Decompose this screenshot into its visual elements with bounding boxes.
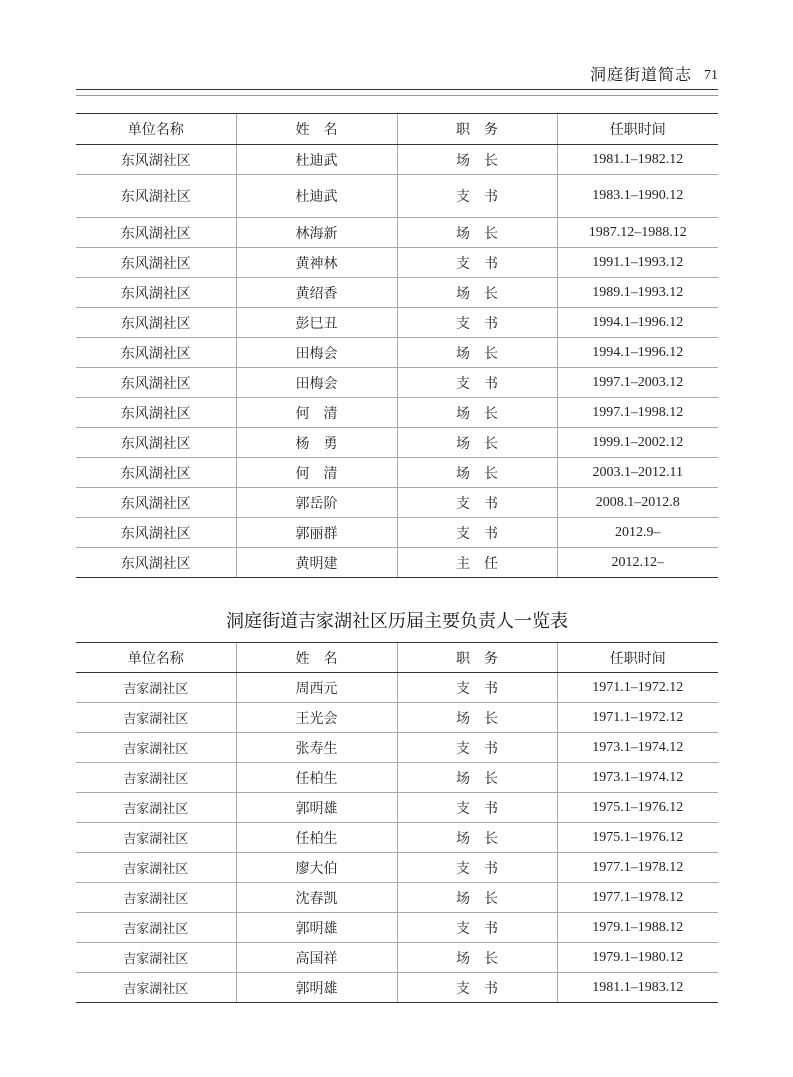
header-divider — [76, 95, 718, 96]
role-cell: 场 长 — [397, 943, 557, 973]
term-cell: 1971.1–1972.12 — [557, 673, 718, 703]
unit-cell: 吉家湖社区 — [76, 973, 236, 1003]
unit-cell: 吉家湖社区 — [76, 883, 236, 913]
column-header-term: 任职时间 — [557, 114, 718, 145]
name-cell: 林海新 — [236, 218, 397, 248]
term-cell: 1983.1–1990.12 — [557, 175, 718, 218]
name-cell: 杜迪武 — [236, 175, 397, 218]
role-cell: 场 长 — [397, 398, 557, 428]
table-row — [76, 338, 718, 368]
name-cell: 田梅会 — [236, 368, 397, 398]
table-row — [76, 175, 718, 218]
table-row — [76, 703, 718, 733]
column-header-unit: 单位名称 — [76, 643, 236, 673]
table-row — [76, 398, 718, 428]
column-header-role: 职 务 — [397, 114, 557, 145]
table-header-row — [76, 114, 718, 145]
column-header-unit: 单位名称 — [76, 114, 236, 145]
table-row — [76, 973, 718, 1003]
term-cell: 1994.1–1996.12 — [557, 338, 718, 368]
role-cell: 场 长 — [397, 145, 557, 175]
unit-cell: 东风湖社区 — [76, 308, 236, 338]
name-cell: 张寿生 — [236, 733, 397, 763]
role-cell: 支 书 — [397, 248, 557, 278]
unit-cell: 东风湖社区 — [76, 548, 236, 578]
unit-cell: 吉家湖社区 — [76, 943, 236, 973]
name-cell: 何 清 — [236, 398, 397, 428]
role-cell: 支 书 — [397, 913, 557, 943]
unit-cell: 东风湖社区 — [76, 488, 236, 518]
term-cell: 1994.1–1996.12 — [557, 308, 718, 338]
table-row — [76, 733, 718, 763]
unit-cell: 吉家湖社区 — [76, 793, 236, 823]
term-cell: 1997.1–2003.12 — [557, 368, 718, 398]
page-number: 71 — [704, 68, 718, 83]
unit-cell: 吉家湖社区 — [76, 853, 236, 883]
name-cell: 郭明雄 — [236, 973, 397, 1003]
table-row — [76, 248, 718, 278]
term-cell: 1977.1–1978.12 — [557, 883, 718, 913]
unit-cell: 吉家湖社区 — [76, 733, 236, 763]
term-cell: 1975.1–1976.12 — [557, 823, 718, 853]
table-row — [76, 763, 718, 793]
name-cell: 周西元 — [236, 673, 397, 703]
role-cell: 场 长 — [397, 338, 557, 368]
role-cell: 场 长 — [397, 458, 557, 488]
term-cell: 1971.1–1972.12 — [557, 703, 718, 733]
term-cell: 1977.1–1978.12 — [557, 853, 718, 883]
unit-cell: 东风湖社区 — [76, 175, 236, 218]
name-cell: 何 清 — [236, 458, 397, 488]
unit-cell: 吉家湖社区 — [76, 673, 236, 703]
table-row — [76, 145, 718, 175]
table-body — [76, 673, 718, 1003]
table-row — [76, 913, 718, 943]
name-cell: 黄神林 — [236, 248, 397, 278]
section-title: 洞庭街道吉家湖社区历届主要负责人一览表 — [226, 611, 568, 632]
name-cell: 彭巳丑 — [236, 308, 397, 338]
dongfenghu-leaders-table — [76, 113, 718, 578]
table-row — [76, 883, 718, 913]
name-cell: 黄明建 — [236, 548, 397, 578]
table-row — [76, 548, 718, 578]
page-header — [76, 64, 718, 90]
column-header-term: 任职时间 — [557, 643, 718, 673]
role-cell: 支 书 — [397, 368, 557, 398]
term-cell: 1975.1–1976.12 — [557, 793, 718, 823]
unit-cell: 东风湖社区 — [76, 458, 236, 488]
unit-cell: 东风湖社区 — [76, 278, 236, 308]
name-cell: 郭岳阶 — [236, 488, 397, 518]
name-cell: 郭明雄 — [236, 913, 397, 943]
table-row — [76, 308, 718, 338]
table-row — [76, 488, 718, 518]
name-cell: 郭丽群 — [236, 518, 397, 548]
name-cell: 田梅会 — [236, 338, 397, 368]
term-cell: 1987.12–1988.12 — [557, 218, 718, 248]
term-cell: 2012.12– — [557, 548, 718, 578]
name-cell: 高国祥 — [236, 943, 397, 973]
unit-cell: 东风湖社区 — [76, 368, 236, 398]
role-cell: 支 书 — [397, 793, 557, 823]
table-row — [76, 943, 718, 973]
table-header-row — [76, 643, 718, 673]
term-cell: 1973.1–1974.12 — [557, 763, 718, 793]
unit-cell: 东风湖社区 — [76, 518, 236, 548]
unit-cell: 吉家湖社区 — [76, 763, 236, 793]
term-cell: 2012.9– — [557, 518, 718, 548]
name-cell: 郭明雄 — [236, 793, 397, 823]
column-header-name: 姓 名 — [236, 114, 397, 145]
name-cell: 王光会 — [236, 703, 397, 733]
term-cell: 1973.1–1974.12 — [557, 733, 718, 763]
name-cell: 任柏生 — [236, 823, 397, 853]
unit-cell: 东风湖社区 — [76, 428, 236, 458]
book-title: 洞庭街道简志 — [589, 65, 692, 84]
term-cell: 1979.1–1988.12 — [557, 913, 718, 943]
term-cell: 1981.1–1982.12 — [557, 145, 718, 175]
role-cell: 场 长 — [397, 763, 557, 793]
term-cell: 1997.1–1998.12 — [557, 398, 718, 428]
unit-cell: 东风湖社区 — [76, 248, 236, 278]
role-cell: 支 书 — [397, 308, 557, 338]
role-cell: 支 书 — [397, 733, 557, 763]
table-row — [76, 793, 718, 823]
term-cell: 1991.1–1993.12 — [557, 248, 718, 278]
role-cell: 场 长 — [397, 703, 557, 733]
term-cell: 2003.1–2012.11 — [557, 458, 718, 488]
role-cell: 场 长 — [397, 883, 557, 913]
table-row — [76, 673, 718, 703]
name-cell: 廖大伯 — [236, 853, 397, 883]
term-cell: 1979.1–1980.12 — [557, 943, 718, 973]
table-row — [76, 853, 718, 883]
role-cell: 主 任 — [397, 548, 557, 578]
name-cell: 杨 勇 — [236, 428, 397, 458]
column-header-role: 职 务 — [397, 643, 557, 673]
unit-cell: 东风湖社区 — [76, 145, 236, 175]
term-cell: 1999.1–2002.12 — [557, 428, 718, 458]
role-cell: 支 书 — [397, 488, 557, 518]
table-row — [76, 428, 718, 458]
table-row — [76, 458, 718, 488]
name-cell: 沈春凯 — [236, 883, 397, 913]
unit-cell: 东风湖社区 — [76, 218, 236, 248]
term-cell: 2008.1–2012.8 — [557, 488, 718, 518]
role-cell: 场 长 — [397, 823, 557, 853]
table-row — [76, 823, 718, 853]
name-cell: 杜迪武 — [236, 145, 397, 175]
table-row — [76, 278, 718, 308]
role-cell: 支 书 — [397, 853, 557, 883]
role-cell: 支 书 — [397, 518, 557, 548]
unit-cell: 东风湖社区 — [76, 398, 236, 428]
jijiahu-leaders-table — [76, 642, 718, 1003]
term-cell: 1981.1–1983.12 — [557, 973, 718, 1003]
role-cell: 场 长 — [397, 428, 557, 458]
table-row — [76, 518, 718, 548]
table-body — [76, 145, 718, 578]
unit-cell: 吉家湖社区 — [76, 823, 236, 853]
role-cell: 场 长 — [397, 278, 557, 308]
unit-cell: 吉家湖社区 — [76, 703, 236, 733]
role-cell: 场 长 — [397, 218, 557, 248]
role-cell: 支 书 — [397, 673, 557, 703]
term-cell: 1989.1–1993.12 — [557, 278, 718, 308]
unit-cell: 东风湖社区 — [76, 338, 236, 368]
unit-cell: 吉家湖社区 — [76, 913, 236, 943]
role-cell: 支 书 — [397, 175, 557, 218]
name-cell: 黄绍香 — [236, 278, 397, 308]
role-cell: 支 书 — [397, 973, 557, 1003]
column-header-name: 姓 名 — [236, 643, 397, 673]
table-row — [76, 368, 718, 398]
name-cell: 任柏生 — [236, 763, 397, 793]
table-row — [76, 218, 718, 248]
